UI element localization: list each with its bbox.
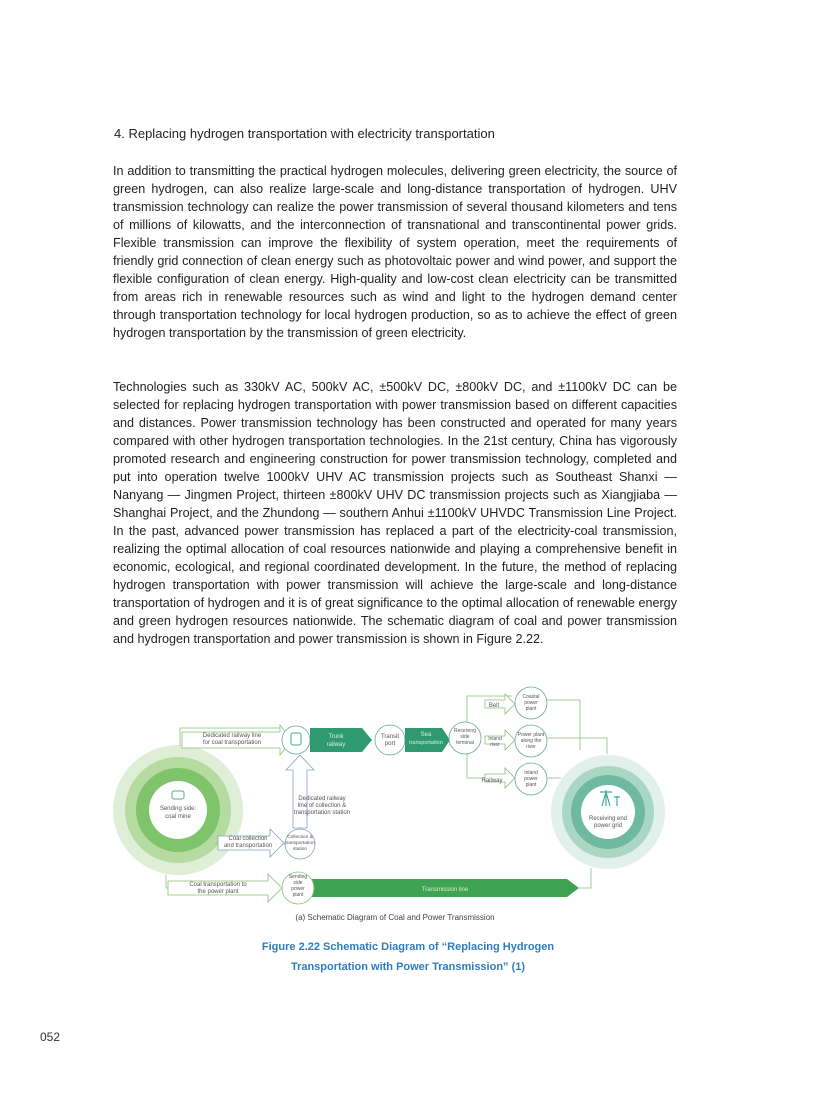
diagram-label: Transmission line (421, 887, 469, 893)
diagram-label: Inland (488, 736, 502, 742)
diagram-label: and transportation (223, 843, 273, 849)
diagram-label: Coal transportation to (189, 882, 247, 888)
diagram-label: transportation station (293, 810, 351, 816)
diagram-label: (a) Schematic Diagram of Coal and Power Transmission (295, 913, 495, 922)
diagram-label: river (490, 742, 500, 748)
diagram-label: terminal (456, 740, 474, 746)
figure-caption-line-2: Transportation with Power Transmission” (1) (290, 961, 526, 973)
diagram-label: Power plant (517, 732, 545, 738)
diagram-label: Dedicated railway line (202, 733, 262, 739)
diagram-label: station (292, 847, 308, 852)
diagram-label: transportation (409, 740, 443, 746)
sending-side-coal-mine-node (113, 745, 243, 875)
diagram-label: Dedicated railway (298, 796, 346, 802)
train-node (282, 726, 310, 754)
diagram-label: side (293, 880, 303, 886)
diagram-label: for coal transportation (202, 740, 262, 746)
trunk-railway-arrow (310, 728, 372, 752)
diagram-label: Coastal (522, 694, 540, 700)
diagram-label: power (524, 776, 538, 782)
coal-power-transmission-diagram (0, 680, 816, 930)
section-heading: 4. Replacing hydrogen transportation with electricity transportation (114, 126, 495, 141)
diagram-label: Inland (524, 770, 538, 776)
diagram-label: coal mine (165, 814, 191, 820)
diagram-label: Railway (481, 778, 503, 784)
collection-railway-arrow (286, 755, 314, 828)
diagram-label: transportation (285, 841, 315, 846)
figure-caption: Figure 2.22 Schematic Diagram of “Replacing Hydrogen (261, 941, 555, 953)
diagram-label: Transit (380, 734, 400, 740)
diagram-label: Collection & (287, 835, 313, 840)
diagram-label: power (291, 886, 305, 892)
diagram-label: Sending side: (159, 806, 197, 812)
diagram-label: along the (520, 738, 542, 744)
diagram-label: side (460, 734, 470, 740)
diagram-label: Sending (288, 874, 308, 880)
diagram-label: line of collection & (297, 803, 347, 809)
diagram-label: plant (292, 892, 304, 898)
receiving-end-power-grid-node (551, 755, 665, 869)
transit-port-node (375, 725, 405, 755)
diagram-label: river (526, 744, 536, 750)
diagram-label: Sea (420, 732, 432, 738)
diagram-label: Belt (488, 703, 500, 709)
diagram-label: Trunk (328, 734, 344, 740)
paragraph: In addition to transmitting the practical hydrogen molecules, delivering green electricity, the source of green hydrogen, can also realize large-scale and long-distance transportation of hydrogen. UHV transmission technology can realize the power transmission of several thousand kilometers and tens of millions of kilowatts, and the interconnection of transnational and transcontinental power grids. Flexible transmission can improve the flexibility of system operation, meet the requirements of friendly grid connection of clean energy such as photovoltaic power and wind power, and support the flexible configuration of clean energy. High-quality and low-cost clean electricity can be transmitted from areas rich in renewable resources such as wind and light to the hydrogen demand center through transportation technology for local hydrogen production, so as to achieve the effect of green hydrogen transportation by the transmission of green electricity. (113, 164, 677, 340)
diagram-label: power (524, 700, 538, 706)
diagram-label: Coal collection (228, 836, 268, 842)
diagram-label: Receiving end (588, 816, 628, 822)
diagram-label: railway (326, 742, 346, 748)
diagram-label: power grid (593, 823, 623, 829)
diagram-label: port (384, 741, 396, 747)
page-number: 052 (40, 1030, 61, 1044)
diagram-label: the power plant (197, 889, 239, 895)
diagram-label: plant (525, 782, 537, 788)
diagram-label: plant (525, 706, 537, 712)
coal-to-plant-arrow (168, 874, 282, 902)
diagram-label: Receiving (454, 728, 476, 734)
paragraph: Technologies such as 330kV AC, 500kV AC, ±500kV DC, ±800kV DC, and ±1100kV DC can be selected for replacing hydrogen transportation with power transmission based on different capacities and distances. Power transmission technology has been constructed and operated for many years compared with other hydrogen transportation technologies. In the 21st century, China has vigorously promoted research and engineering construction for power transmission technology, completed and put into operation twelve 1000kV UHV AC transmission projects such as Southeast Shanxi — Nanyang — Jingmen Project, thirteen ±800kV UHV DC transmission projects such as Xiangjiaba — Shanghai Project, and the Zhundong — southern Anhui ±1100kV UHVDC Transmission Line Project. In the past, advanced power transmission has replaced a part of the electricity-coal transmission, realizing the optimal allocation of coal resources nationwide and playing a comprehensive benefit in economic, ecological, and regional coordinated development. In the future, the method of replacing hydrogen transportation with power transmission will achieve the large-scale and long-distance transportation of hydrogen and it is of great significance to the optimal allocation of renewable energy and green hydrogen resources nationwide. The schematic diagram of coal and power transmission and hydrogen transportation and power transmission is shown in Figure 2.22. (113, 380, 677, 646)
